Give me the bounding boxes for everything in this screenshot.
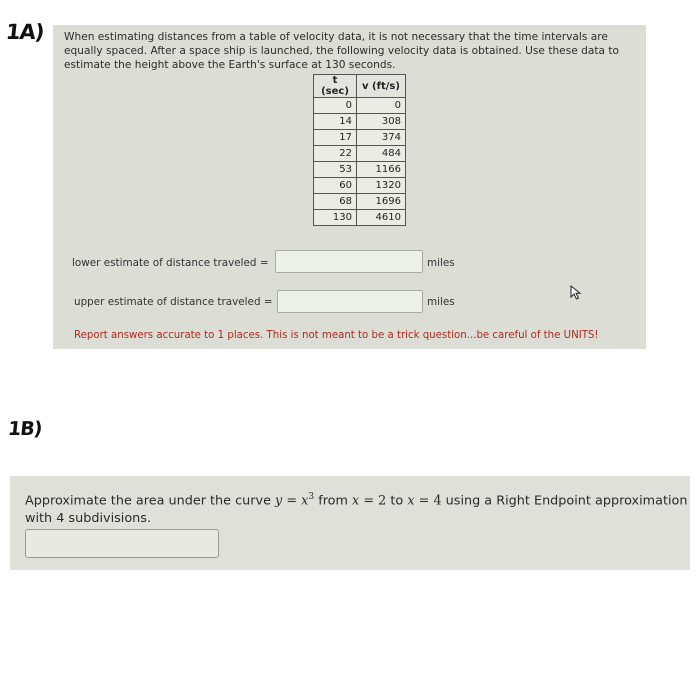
lower-estimate-label: lower estimate of distance traveled =: [72, 257, 269, 269]
time-cell: 22: [314, 146, 357, 162]
units-warning-note: Report answers accurate to 1 places. This is not meant to be a trick question...be careful of the UNITS!: [74, 330, 599, 341]
mouse-pointer-icon: [570, 285, 582, 301]
velocity-cell: 1696: [357, 194, 406, 210]
table-row: [314, 194, 406, 210]
part-1a-label: 1A): [4, 20, 45, 44]
time-column-header: t (sec): [314, 75, 357, 98]
time-cell: 68: [314, 194, 357, 210]
lower-estimate-input[interactable]: [275, 250, 423, 273]
time-cell: 17: [314, 130, 357, 146]
time-cell: 0: [314, 98, 357, 114]
velocity-column-header: v (ft/s): [357, 75, 406, 98]
question-1b-panel: [10, 476, 690, 570]
question-1b-lead: Approximate the area under the curve: [25, 493, 271, 509]
velocity-cell: 374: [357, 130, 406, 146]
lower-bound: 2: [378, 493, 387, 509]
table-row: [314, 146, 406, 162]
table-row: [314, 210, 406, 226]
upper-estimate-label: upper estimate of distance traveled =: [74, 296, 273, 308]
question-1b-tail: using a Right Endpoint approximation with 4 subdivisions.: [25, 493, 688, 527]
math-equals-from: =: [363, 493, 375, 509]
upper-estimate-input[interactable]: [277, 290, 423, 313]
velocity-cell: 0: [357, 98, 406, 114]
time-cell: 130: [314, 210, 357, 226]
time-cell: 53: [314, 162, 357, 178]
math-y: y: [275, 493, 283, 509]
table-row: [314, 178, 406, 194]
velocity-cell: 1320: [357, 178, 406, 194]
question-1a-panel: [53, 25, 646, 349]
upper-unit-label: miles: [427, 296, 455, 308]
part-1b-label: 1B): [6, 418, 43, 440]
math-equals: =: [286, 493, 298, 509]
time-cell: 14: [314, 114, 357, 130]
table-header-row: [314, 75, 406, 98]
math-x: x: [301, 493, 309, 509]
to-word: to: [390, 493, 404, 509]
velocity-cell: 484: [357, 146, 406, 162]
velocity-cell: 1166: [357, 162, 406, 178]
velocity-cell: 308: [357, 114, 406, 130]
table-row: [314, 98, 406, 114]
area-answer-input[interactable]: [25, 529, 219, 558]
from-word: from: [318, 493, 348, 509]
table-row: [314, 114, 406, 130]
velocity-cell: 4610: [357, 210, 406, 226]
math-exponent: 3: [308, 492, 315, 502]
question-1b-text: [25, 488, 690, 528]
math-x-to: x: [407, 493, 415, 509]
table-row: [314, 130, 406, 146]
table-row: [314, 162, 406, 178]
upper-bound: 4: [433, 493, 442, 509]
question-1a-text: When estimating distances from a table of velocity data, it is not necessary that the time intervals are equally spaced. After a space ship is launched, the following velocity data is obtained. Use these data to estimate the height above the Earth's surface at 130 seconds.: [64, 31, 619, 72]
math-equals-to: =: [418, 493, 430, 509]
math-x-from: x: [352, 493, 360, 509]
time-cell: 60: [314, 178, 357, 194]
velocity-table: [313, 74, 406, 226]
lower-unit-label: miles: [427, 257, 455, 269]
